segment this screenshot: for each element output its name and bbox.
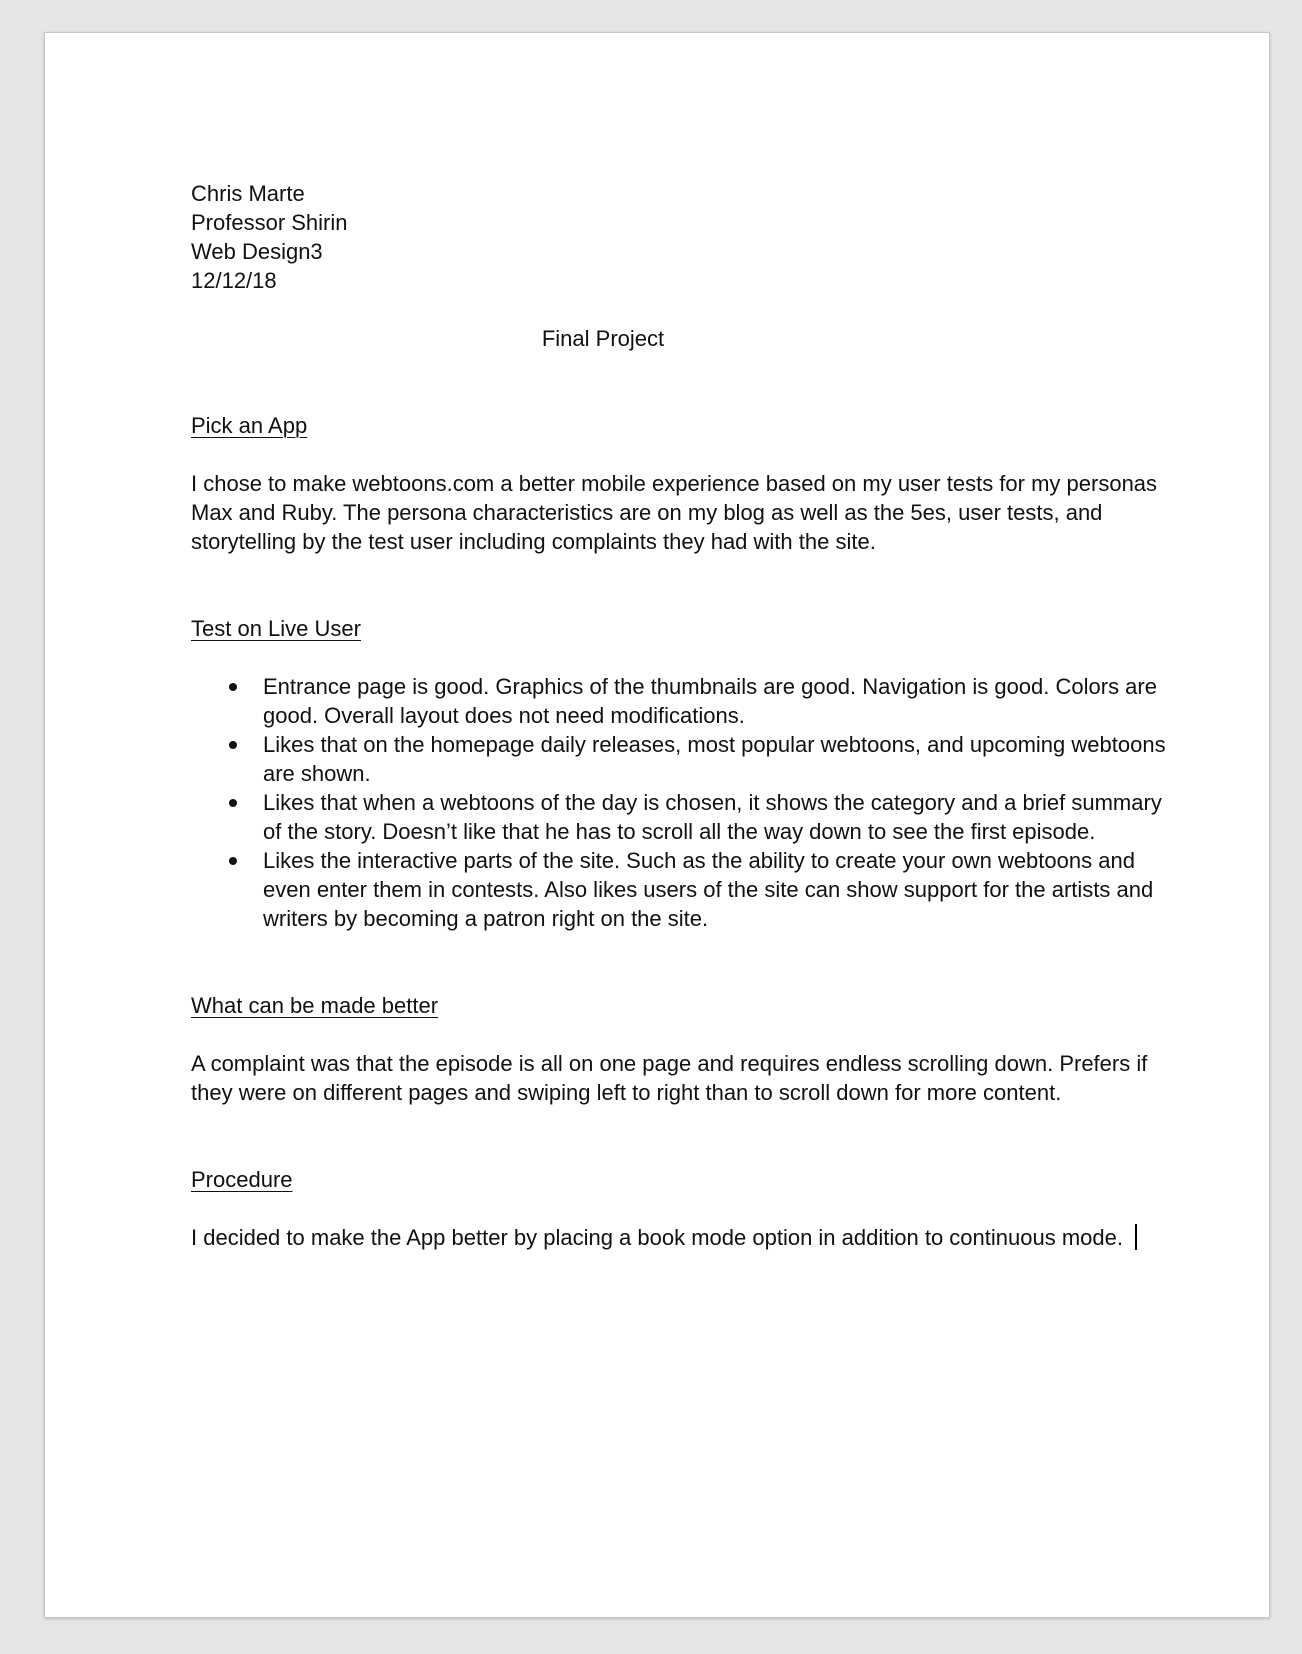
list-item: Likes the interactive parts of the site. Such as the ability to create your own webtoons and even enter them in contests. Also likes users of the site can show support for the artists and writers by becoming a patron right on the site. xyxy=(263,846,1181,933)
document-body[interactable] xyxy=(191,179,1181,1252)
section-heading-what-can-be-made-better: What can be made better xyxy=(191,993,439,1018)
document-date: 12/12/18 xyxy=(191,268,277,293)
professor-name: Professor Shirin xyxy=(191,210,348,235)
course-name: Web Design3 xyxy=(191,239,323,264)
section-paragraph-what-can-be-made-better: A complaint was that the episode is all on one page and requires endless scrolling down. Prefers if they were on different pages and swiping left to right than to scroll down for more content. xyxy=(191,1051,1148,1105)
document-page[interactable] xyxy=(44,32,1270,1618)
section-paragraph-pick-an-app: I chose to make webtoons.com a better mobile experience based on my user tests for my personas Max and Ruby. The persona characteristics are on my blog as well as the 5es, user tests, and storytelling by the test user including complaints they had with the site. xyxy=(191,471,1158,554)
list-item: Entrance page is good. Graphics of the thumbnails are good. Navigation is good. Colors are good. Overall layout does not need modifications. xyxy=(263,672,1181,730)
section-heading-procedure: Procedure xyxy=(191,1167,293,1192)
text-cursor xyxy=(1135,1224,1137,1250)
section-heading-test-on-live-user: Test on Live User xyxy=(191,616,361,641)
section-heading-pick-an-app: Pick an App xyxy=(191,413,308,438)
procedure-text: I decided to make the App better by placing a book mode option in addition to continuous mode. xyxy=(191,1225,1123,1250)
list-item: Likes that on the homepage daily releases, most popular webtoons, and upcoming webtoons are shown. xyxy=(263,730,1181,788)
document-title: Final Project xyxy=(541,326,665,351)
author-name: Chris Marte xyxy=(191,181,305,206)
list-item: Likes that when a webtoons of the day is chosen, it shows the category and a brief summary of the story. Doesn’t like that he has to scroll all the way down to see the first episode. xyxy=(263,788,1181,846)
section-paragraph-procedure xyxy=(191,1223,1181,1252)
test-results-list xyxy=(191,672,1181,933)
